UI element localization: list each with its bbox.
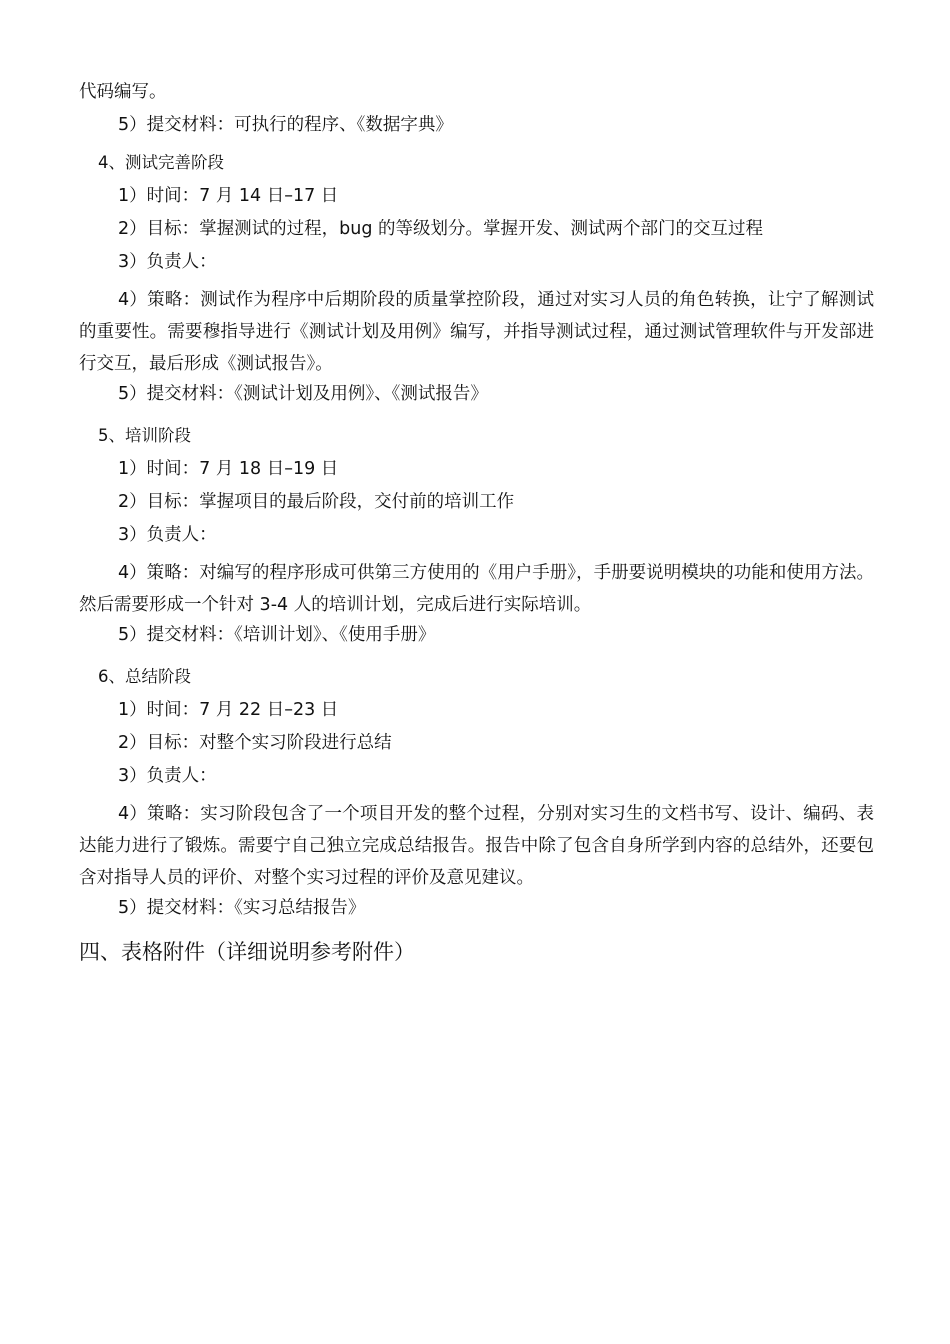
stage5-owner: 3）负责人： bbox=[118, 525, 217, 545]
stage5-goal: 2）目标：掌握项目的最后阶段，交付前的培训工作 bbox=[118, 492, 515, 512]
stage3-material-text: 5）提交材料：可执行的程序、《数据字典》 bbox=[118, 115, 453, 135]
stage5-strategy: 4）策略：对编写的程序形成可供第三方使用的《用户手册》，手册要说明模块的功能和使用方法。然后需要形成一个针对 3-4 人的培训计划，完成后进行实际培训。 bbox=[79, 563, 874, 615]
stage5-heading: 5、培训阶段 bbox=[98, 426, 191, 445]
stage4-heading: 4、测试完善阶段 bbox=[98, 153, 224, 172]
stage6-strategy: 4）策略：实习阶段包含了一个项目开发的整个过程，分别对实习生的文档书写、设计、编码、表达能力进行了锻炼。需要宁自己独立完成总结报告。报告中除了包含自身所学到内容的总结外，还要包含对指导人员的评价、对整个实习过程的评价及意见建议。 bbox=[79, 804, 874, 888]
stage4-owner: 3）负责人： bbox=[118, 252, 217, 272]
stage4-goal: 2）目标：掌握测试的过程，bug 的等级划分。掌握开发、测试两个部门的交互过程 bbox=[118, 219, 764, 239]
stage6-goal: 2）目标：对整个实习阶段进行总结 bbox=[118, 733, 392, 753]
stage6-heading: 6、总结阶段 bbox=[98, 667, 191, 686]
stage5-material: 5）提交材料：《培训计划》、《使用手册》 bbox=[118, 625, 436, 645]
stage6-owner: 3）负责人： bbox=[118, 766, 217, 786]
stage6-time: 1）时间：7 月 22 日–23 日 bbox=[118, 700, 339, 720]
stage4-strategy: 4）策略：测试作为程序中后期阶段的质量掌控阶段，通过对实习人员的角色转换，让宁了解测试的重要性。需要穆指导进行《测试计划及用例》编写，并指导测试过程，通过测试管理软件与开发部进行交互，最后形成《测试报告》。 bbox=[79, 290, 874, 374]
stage4-time: 1）时间：7 月 14 日–17 日 bbox=[118, 186, 339, 206]
section4-heading: 四、表格附件（详细说明参考附件） bbox=[79, 940, 415, 964]
stage6-material: 5）提交材料：《实习总结报告》 bbox=[118, 898, 366, 918]
stage5-time: 1）时间：7 月 18 日–19 日 bbox=[118, 459, 339, 479]
stage4-material: 5）提交材料：《测试计划及用例》、《测试报告》 bbox=[118, 384, 488, 404]
intro-tail-text: 代码编写。 bbox=[79, 82, 167, 102]
